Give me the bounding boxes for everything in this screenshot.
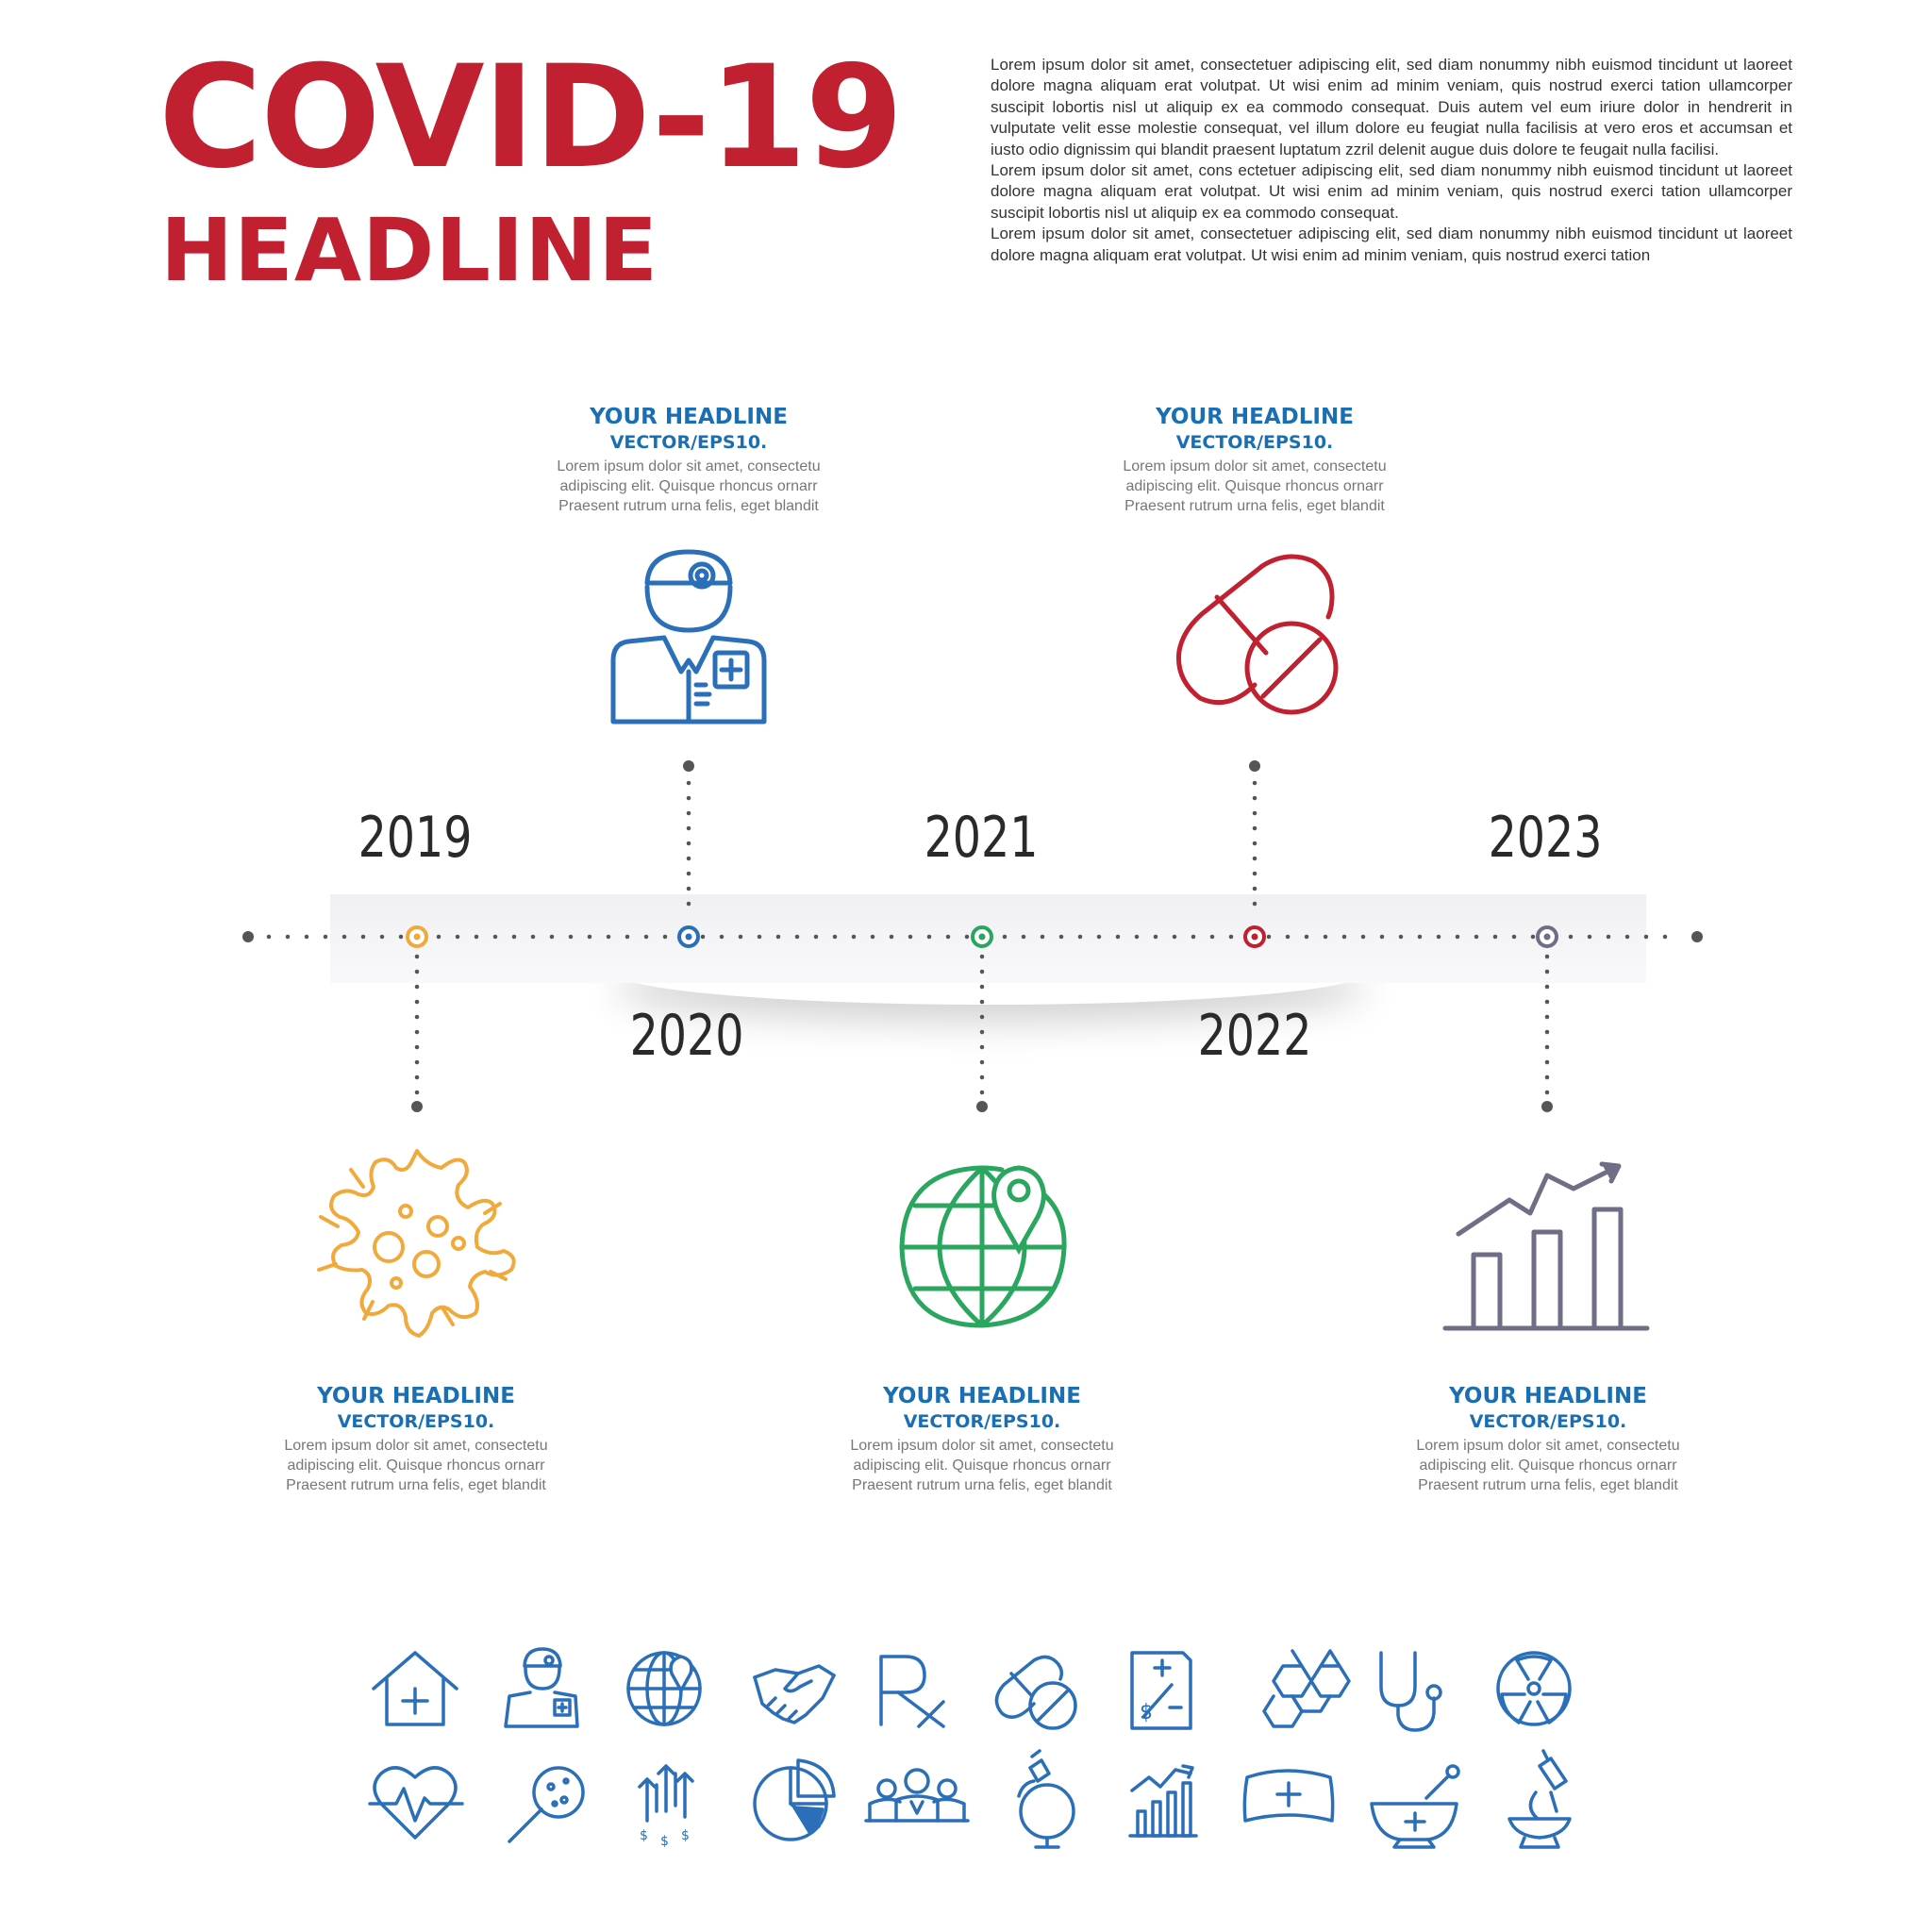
event-subheadline: VECTOR/EPS10. — [337, 1411, 495, 1432]
medical-bill-icon — [1132, 1653, 1191, 1728]
icon-set — [374, 1649, 1570, 1730]
doctor-icon — [506, 1649, 577, 1726]
medical-team-icon — [866, 1770, 968, 1821]
milestones — [408, 927, 1557, 946]
event-body-line: adipiscing elit. Quisque rhoncus ornarr — [559, 478, 818, 494]
event-body-line: adipiscing elit. Quisque rhoncus ornarr — [1419, 1457, 1677, 1474]
connector-end-2022 — [1249, 760, 1260, 772]
event-body-line: Praesent rutrum urna felis, eget blandit — [1124, 498, 1385, 514]
hospital-icon — [374, 1653, 457, 1724]
radiation-icon — [1498, 1653, 1570, 1724]
milestone-dot — [1252, 934, 1258, 941]
icon-set — [370, 1751, 1570, 1849]
event-body-line: Lorem ipsum dolor sit amet, consectetu — [284, 1438, 548, 1454]
svg-text:$: $ — [681, 1828, 690, 1843]
virus-icon — [319, 1151, 514, 1336]
event-headline: YOUR HEADLINE — [1449, 1384, 1647, 1408]
rx-icon — [881, 1657, 943, 1726]
mortar-pestle-icon — [1372, 1766, 1458, 1847]
event-headline: YOUR HEADLINE — [590, 405, 788, 429]
event-subheadline: VECTOR/EPS10. — [1175, 432, 1334, 453]
event-body-line: adipiscing elit. Quisque rhoncus ornarr — [1125, 478, 1384, 494]
pills-icon — [1178, 557, 1336, 712]
main-subtitle: HEADLINE — [160, 200, 659, 301]
globe-location-icon — [628, 1653, 700, 1724]
milestone-dot — [1544, 934, 1551, 941]
microscope-icon — [1509, 1751, 1570, 1847]
microscope-globe-icon — [1019, 1751, 1074, 1847]
event-subheadline: VECTOR/EPS10. — [903, 1411, 1061, 1432]
event-body-line: Lorem ipsum dolor sit amet, consectetu — [1416, 1438, 1680, 1454]
event-headline: YOUR HEADLINE — [883, 1384, 1081, 1408]
intro-paragraph: Lorem ipsum dolor sit amet, cons ectetuer adipiscing elit, sed diam nonummy nibh euismod tincidunt ut laoreet dolore magna aliquam erat volutpat. Ut wisi enim ad minim veniam, quis nostrud exerci tation ullamcorper suscipit lobortis nisl ut aliquip ex ea commodo consequat. — [991, 161, 1792, 222]
event-body-line: Lorem ipsum dolor sit amet, consectetu — [557, 458, 821, 475]
event-body-line: adipiscing elit. Quisque rhoncus ornarr — [853, 1457, 1111, 1474]
molecule-icon — [1264, 1651, 1349, 1726]
event-body-line: Praesent rutrum urna felis, eget blandit — [1418, 1477, 1678, 1493]
event-headline: YOUR HEADLINE — [317, 1384, 515, 1408]
doctor-icon — [613, 552, 764, 722]
bar-chart-growth-icon — [1445, 1164, 1647, 1328]
magnifier-bacteria-icon — [509, 1768, 583, 1841]
connector-end-2023 — [1541, 1101, 1553, 1112]
svg-text:$: $ — [660, 1834, 669, 1849]
event-body-line: adipiscing elit. Quisque rhoncus ornarr — [287, 1457, 545, 1474]
intro-paragraph: Lorem ipsum dolor sit amet, consectetuer adipiscing elit, sed diam nonummy nibh euismod tincidunt ut laoreet dolore magna aliquam erat volutpat. Ut wisi enim ad minim veniam, quis nostrud exerci tation ullamcorper suscipit lobortis nisl ut aliquip ex ea commodo consequat. Duis autem vel eum iriure dolor in hendrerit in vulputate velit esse molestie consequat, vel illum dolore eu feugiat nulla facilisis at vero eros et accumsan et iusto odio dignissim qui blandit praesent luptatum zzril delenit augue duis dolore te feugait nulla facilisi. — [991, 56, 1792, 158]
bar-chart-growth-icon — [1130, 1766, 1196, 1836]
year-label-2023: 2023 — [1488, 805, 1603, 871]
globe-location-icon — [902, 1168, 1064, 1325]
nurse-cap-icon — [1244, 1771, 1332, 1821]
milestone-dot — [979, 934, 986, 941]
intro-paragraph: Lorem ipsum dolor sit amet, consectetuer adipiscing elit, sed diam nonummy nibh euismod tincidunt ut laoreet dolore magna aliquam erat volutpat. Ut wisi enim ad minim veniam, quis nostrud exerci tation — [991, 225, 1792, 264]
year-label-2021: 2021 — [924, 805, 1039, 871]
event-body-line: Lorem ipsum dolor sit amet, consectetu — [1123, 458, 1387, 475]
pills-icon — [996, 1657, 1075, 1728]
svg-text:$: $ — [640, 1828, 648, 1843]
milestone-dot — [414, 934, 421, 941]
year-label-2019: 2019 — [358, 805, 473, 871]
pie-chart-icon — [755, 1760, 834, 1840]
event-subheadline: VECTOR/EPS10. — [609, 432, 768, 453]
connector-end-2020 — [683, 760, 694, 772]
svg-text:$: $ — [1140, 1701, 1153, 1724]
event-body-line: Lorem ipsum dolor sit amet, consectetu — [850, 1438, 1114, 1454]
handshake-icon — [755, 1666, 834, 1723]
event-body-line: Praesent rutrum urna felis, eget blandit — [558, 498, 819, 514]
main-title: COVID-19 — [158, 36, 902, 200]
milestone-dot — [686, 934, 692, 941]
year-label-2022: 2022 — [1197, 1003, 1312, 1069]
connector-end-2021 — [976, 1101, 988, 1112]
stethoscope-icon — [1381, 1653, 1441, 1730]
heartbeat-icon — [370, 1768, 462, 1838]
event-body-line: Praesent rutrum urna felis, eget blandit — [852, 1477, 1112, 1493]
rising-costs-icon — [640, 1766, 692, 1849]
connector-end-2019 — [411, 1101, 423, 1112]
year-label-2020: 2020 — [629, 1003, 744, 1069]
event-body-line: Praesent rutrum urna felis, eget blandit — [286, 1477, 546, 1493]
event-headline: YOUR HEADLINE — [1156, 405, 1354, 429]
event-subheadline: VECTOR/EPS10. — [1469, 1411, 1627, 1432]
